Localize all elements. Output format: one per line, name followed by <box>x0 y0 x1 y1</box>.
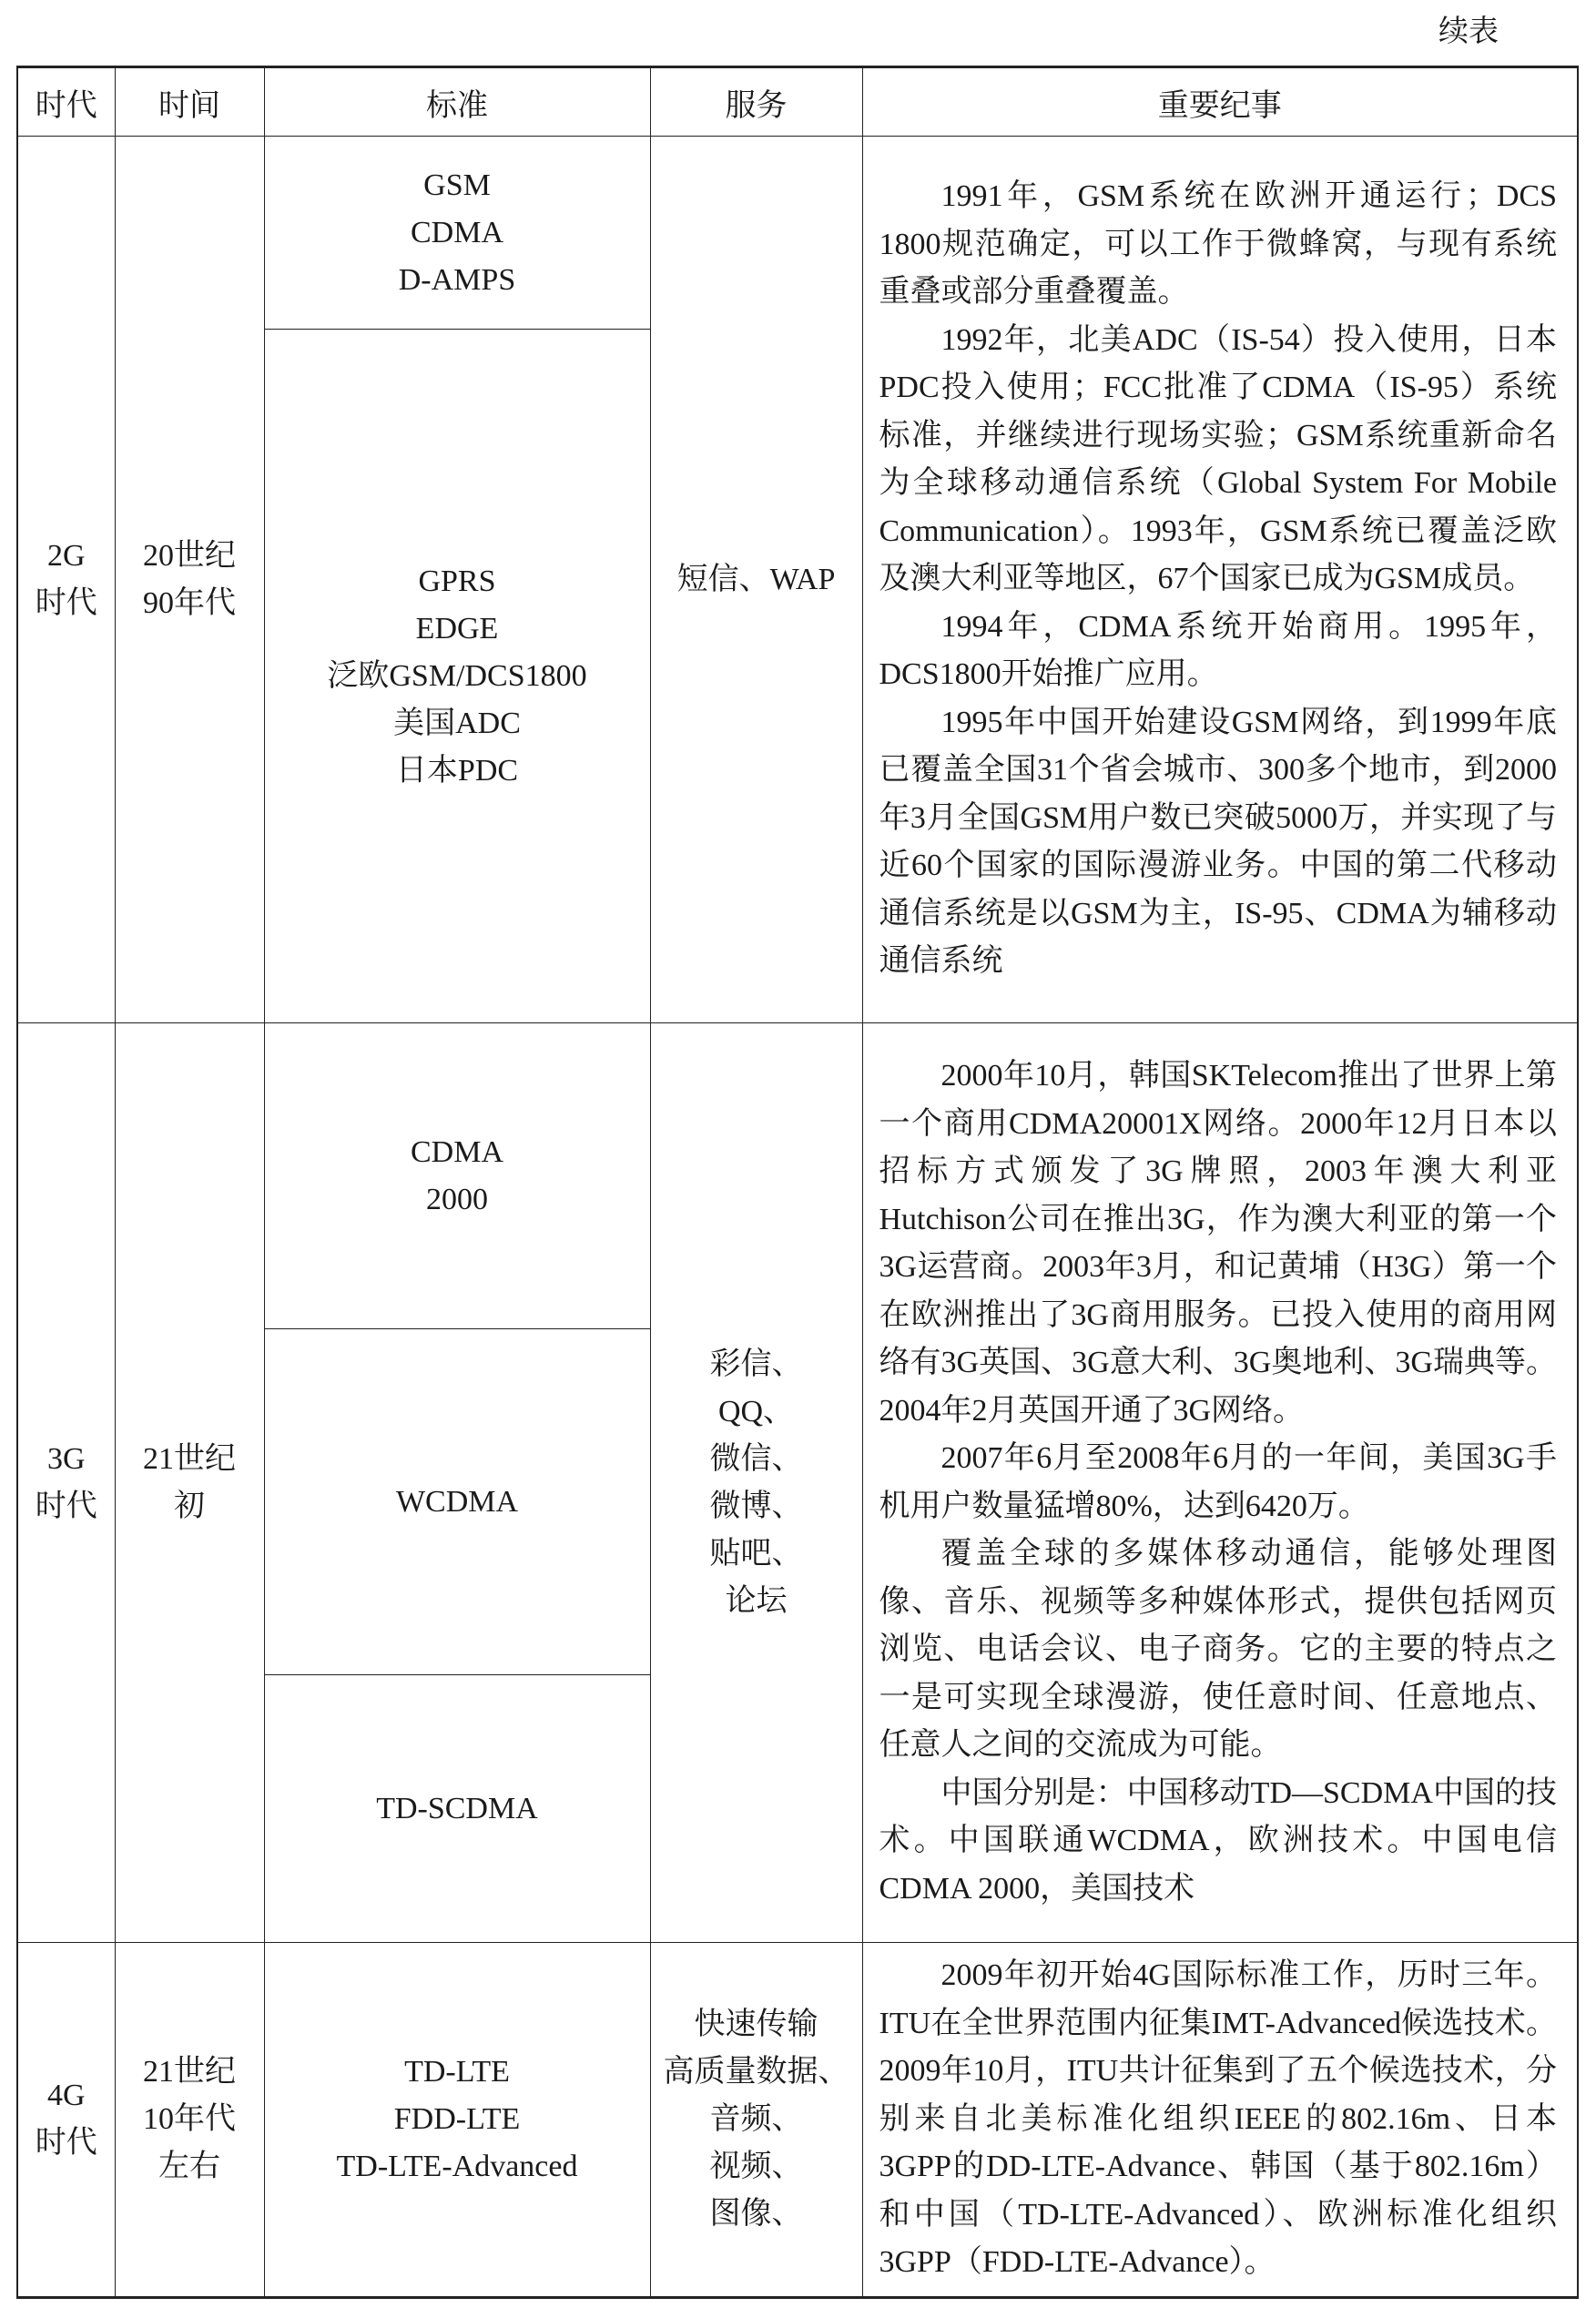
mobile-generations-table <box>16 66 1579 2299</box>
standard-cell-2g-a: GSM CDMA D-AMPS <box>264 137 650 330</box>
standard-cell-3g-c: TD-SCDMA <box>264 1675 650 1943</box>
table-row-3g <box>17 1023 1578 1329</box>
header-events: 重要纪事 <box>862 67 1578 137</box>
time-cell-2g: 20世纪 90年代 <box>115 137 264 1023</box>
standard-cell-4g: TD-LTE FDD-LTE TD-LTE-Advanced <box>264 1943 650 2298</box>
service-cell-2g: 短信、WAP <box>650 137 862 1023</box>
service-cell-3g: 彩信、 QQ、 微信、 微博、 贴吧、 论坛 <box>650 1023 862 1943</box>
continued-label: 续表 <box>1438 15 1499 48</box>
era-cell-2g: 2G 时代 <box>17 137 115 1023</box>
events-cell-3g: 2000年10月，韩国SKTelecom推出了世界上第一个商用CDMA20001X网络。2000年12月日本以招标方式颁发了3G牌照，2003年澳大利亚Hutchison公司在推出3G，作为澳大利亚的第一个3G运营商。2003年3月，和记黄埔（H3G）第一个在欧洲推出了3G商用服务。已投入使用的商用网络有3G英国、3G意大利、3G奥地利、3G瑞典等。2004年2月英国开通了3G网络。 2007年6月至2008年6月的一年间，美国3G手机用户数量猛增80%，达到6420万。 覆盖全球的多媒体移动通信，能够处理图像、音乐、视频等多种媒体形式，提供包括网页浏览、电话会议、电子商务。它的主要的特点之一是可实现全球漫游，使任意时间、任意地点、任意人之间的交流成为可能。 中国分别是：中国移动TD—SCDMA中国的技术。中国联通WCDMA，欧洲技术。中国电信CDMA 2000，美国技术 <box>862 1023 1578 1943</box>
header-service: 服务 <box>650 67 862 137</box>
standard-cell-3g-a: CDMA 2000 <box>264 1023 650 1329</box>
time-cell-3g: 21世纪 初 <box>115 1023 264 1943</box>
table-row-4g <box>17 1943 1578 2298</box>
table-header-row <box>17 67 1578 137</box>
events-cell-2g: 1991年，GSM系统在欧洲开通运行；DCS 1800规范确定，可以工作于微蜂窝，与现有系统重叠或部分重叠覆盖。 1992年，北美ADC（IS-54）投入使用，日本PDC投入使用；FCC批准了CDMA（IS-95）系统标准，并继续进行现场实验；GSM系统重新命名为全球移动通信系统（Global System For Mobile Communication）。1993年，GSM系统已覆盖泛欧及澳大利亚等地区，67个国家已成为GSM成员。 1994年，CDMA系统开始商用。1995年，DCS1800开始推广应用。 1995年中国开始建设GSM网络，到1999年底已覆盖全国31个省会城市、300多个地市，到2000年3月全国GSM用户数已突破5000万，并实现了与近60个国家的国际漫游业务。中国的第二代移动通信系统是以GSM为主，IS-95、CDMA为辅移动通信系统 <box>862 137 1578 1023</box>
standard-cell-2g-b: GPRS EDGE 泛欧GSM/DCS1800 美国ADC 日本PDC <box>264 330 650 1023</box>
header-standard: 标准 <box>264 67 650 137</box>
standard-cell-3g-b: WCDMA <box>264 1329 650 1675</box>
header-era: 时代 <box>17 67 115 137</box>
time-cell-4g: 21世纪 10年代 左右 <box>115 1943 264 2298</box>
events-cell-4g: 2009年初开始4G国际标准工作，历时三年。ITU在全世界范围内征集IMT-Advanced候选技术。2009年10月，ITU共计征集到了五个候选技术，分别来自北美标准化组织IEEE的802.16m、日本3GPP的DD-LTE-Advance、韩国（基于802.16m）和中国（TD-LTE-Advanced）、欧洲标准化组织3GPP（FDD-LTE-Advance）。 <box>862 1943 1578 2298</box>
era-cell-3g: 3G 时代 <box>17 1023 115 1943</box>
service-cell-4g: 快速传输 高质量数据、 音频、 视频、 图像、 <box>650 1943 862 2298</box>
header-time: 时间 <box>115 67 264 137</box>
era-cell-4g: 4G 时代 <box>17 1943 115 2298</box>
table-row-2g <box>17 137 1578 330</box>
